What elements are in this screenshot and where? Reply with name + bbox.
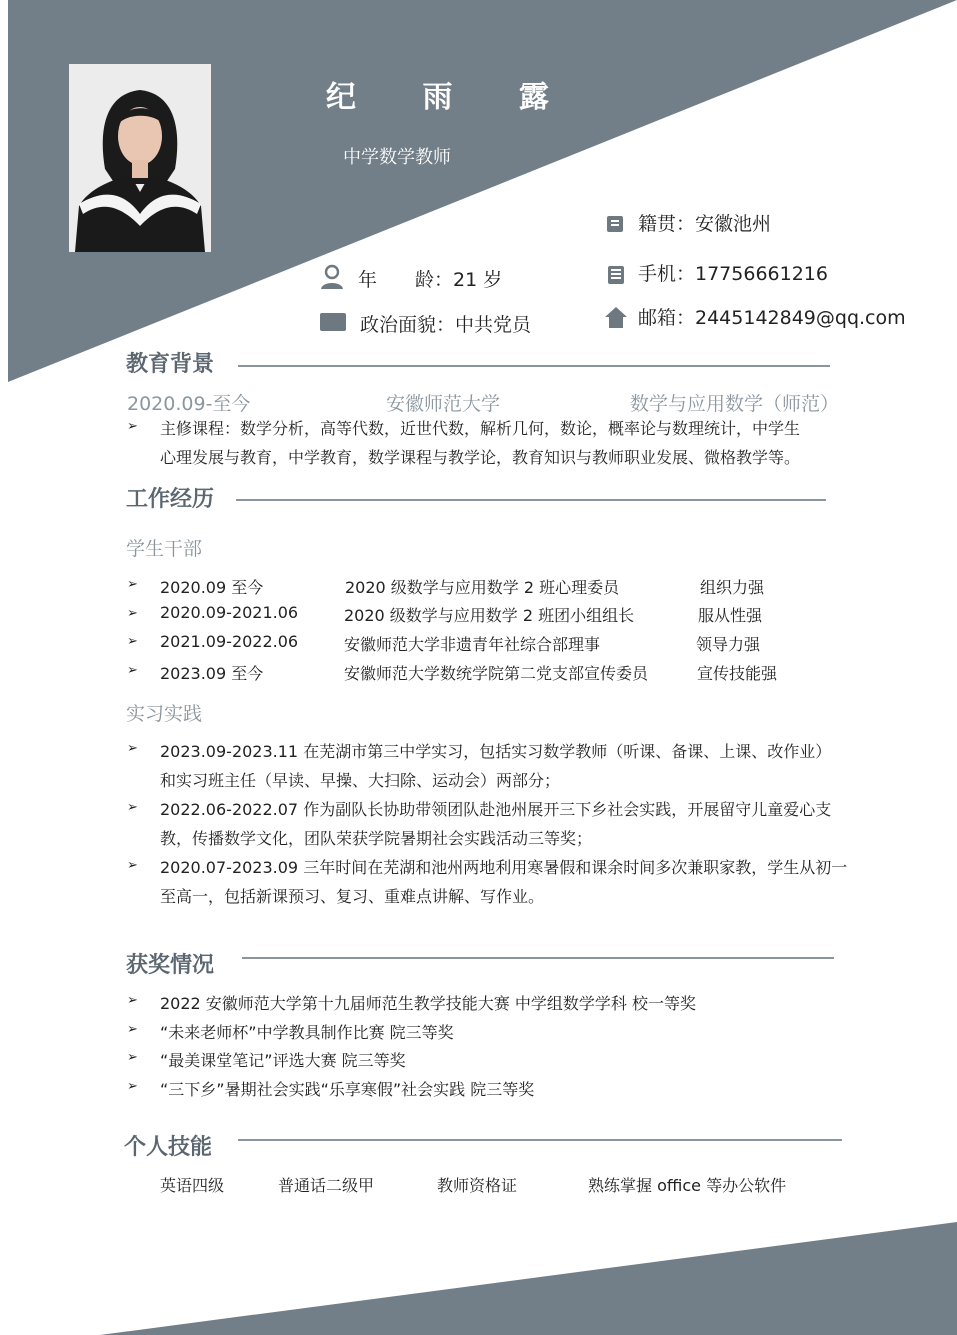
profile-photo [69, 64, 211, 252]
skill-item: 教师资格证 [437, 1176, 518, 1195]
bullet-arrow-icon: ➢ [127, 1022, 138, 1037]
political-status: 政治面貌：中共党员 [360, 314, 532, 336]
practice-line: 和实习班主任（早读、早操、大扫除、运动会）两部分； [160, 771, 561, 790]
bullet-arrow-icon: ➢ [127, 858, 138, 873]
skill-item: 普通话二级甲 [278, 1176, 375, 1195]
bullet-arrow-icon: ➢ [127, 1050, 138, 1065]
subsection-title-cadre: 学生干部 [126, 538, 203, 560]
cadre-role: 安徽师范大学数统学院第二党支部宣传委员 [344, 664, 649, 683]
award-item: 2022 安徽师范大学第十九届师范生教学技能大赛 中学组数学学科 校一等奖 [160, 994, 696, 1013]
section-title-education: 教育背景 [126, 352, 215, 377]
home-id-icon [604, 213, 626, 235]
skill-item: 英语四级 [160, 1176, 225, 1195]
award-item: “未来老师杯”中学教具制作比赛 院三等奖 [160, 1023, 454, 1042]
bullet-arrow-icon: ➢ [127, 741, 138, 756]
bullet-arrow-icon: ➢ [127, 419, 138, 434]
section-title-skills: 个人技能 [124, 1135, 213, 1160]
email-house-icon [604, 305, 628, 329]
cadre-trait: 宣传技能强 [697, 664, 778, 683]
cadre-date: 2020.09 至今 [160, 578, 264, 597]
age: 年 龄：21 岁 [358, 269, 503, 291]
person-name: 纪 雨 露 [326, 80, 577, 115]
award-item: “三下乡”暑期社会实践“乐享寒假”社会实践 院三等奖 [160, 1080, 535, 1099]
practice-line: 至高一，包括新课预习、复习、重难点讲解、写作业。 [160, 887, 545, 906]
native-place: 籍贯：安徽池州 [638, 213, 772, 235]
practice-line: 教，传播数学文化，团队荣获学院暑期社会实践活动三等奖； [160, 829, 593, 848]
skill-item: 熟练掌握 office 等办公软件 [588, 1176, 787, 1195]
practice-line: 2022.06-2022.07 作为副队长协助带领团队赴池州展开三下乡社会实践，开展留守儿童爱心支 [160, 800, 832, 819]
cadre-role: 安徽师范大学非遗青年社综合部理事 [344, 635, 601, 654]
cadre-date: 2020.09-2021.06 [160, 603, 299, 622]
section-title-awards: 获奖情况 [126, 953, 215, 978]
bullet-arrow-icon: ➢ [127, 993, 138, 1008]
bullet-arrow-icon: ➢ [127, 663, 138, 678]
bullet-arrow-icon: ➢ [127, 606, 138, 621]
section-divider [238, 1139, 842, 1141]
cadre-trait: 领导力强 [696, 635, 761, 654]
cadre-role: 2020 级数学与应用数学 2 班心理委员 [345, 578, 620, 597]
email: 邮箱：2445142849@qq.com [638, 307, 906, 329]
phone-icon [605, 264, 627, 286]
education-courses-line: 心理发展与教育，中学教育，数学课程与教学论，教育知识与教师职业发展、微格教学等。 [160, 448, 801, 467]
cadre-date: 2023.09 至今 [160, 664, 264, 683]
cadre-trait: 组织力强 [700, 578, 765, 597]
bullet-arrow-icon: ➢ [127, 634, 138, 649]
education-period: 2020.09-至今 [127, 393, 251, 415]
award-item: “最美课堂笔记”评选大赛 院三等奖 [160, 1051, 406, 1070]
cadre-trait: 服从性强 [698, 606, 763, 625]
bullet-arrow-icon: ➢ [127, 800, 138, 815]
phone: 手机：17756661216 [638, 263, 828, 285]
cadre-role: 2020 级数学与应用数学 2 班团小组组长 [344, 606, 635, 625]
bullet-arrow-icon: ➢ [127, 1079, 138, 1094]
flag-icon [320, 313, 346, 331]
person-age-icon [318, 264, 346, 290]
section-divider [242, 957, 834, 959]
cadre-date: 2021.09-2022.06 [160, 632, 299, 651]
practice-line: 2023.09-2023.11 在芜湖市第三中学实习，包括实习数学教师（听课、备课、上课、改作业） [160, 742, 832, 761]
subsection-title-practice: 实习实践 [126, 703, 203, 725]
education-major: 数学与应用数学（师范） [630, 393, 840, 415]
bullet-arrow-icon: ➢ [127, 577, 138, 592]
section-divider [236, 499, 826, 501]
education-courses-line: 主修课程：数学分析，高等代数，近世代数，解析几何，数论，概率论与数理统计，中学生 [160, 419, 801, 438]
job-title: 中学数学教师 [343, 147, 451, 168]
section-divider [238, 365, 830, 367]
practice-line: 2020.07-2023.09 三年时间在芜湖和池州两地利用寒暑假和课余时间多次兼职家教，学生从初一 [160, 858, 848, 877]
education-school: 安徽师范大学 [386, 393, 501, 415]
section-title-work: 工作经历 [126, 487, 215, 512]
